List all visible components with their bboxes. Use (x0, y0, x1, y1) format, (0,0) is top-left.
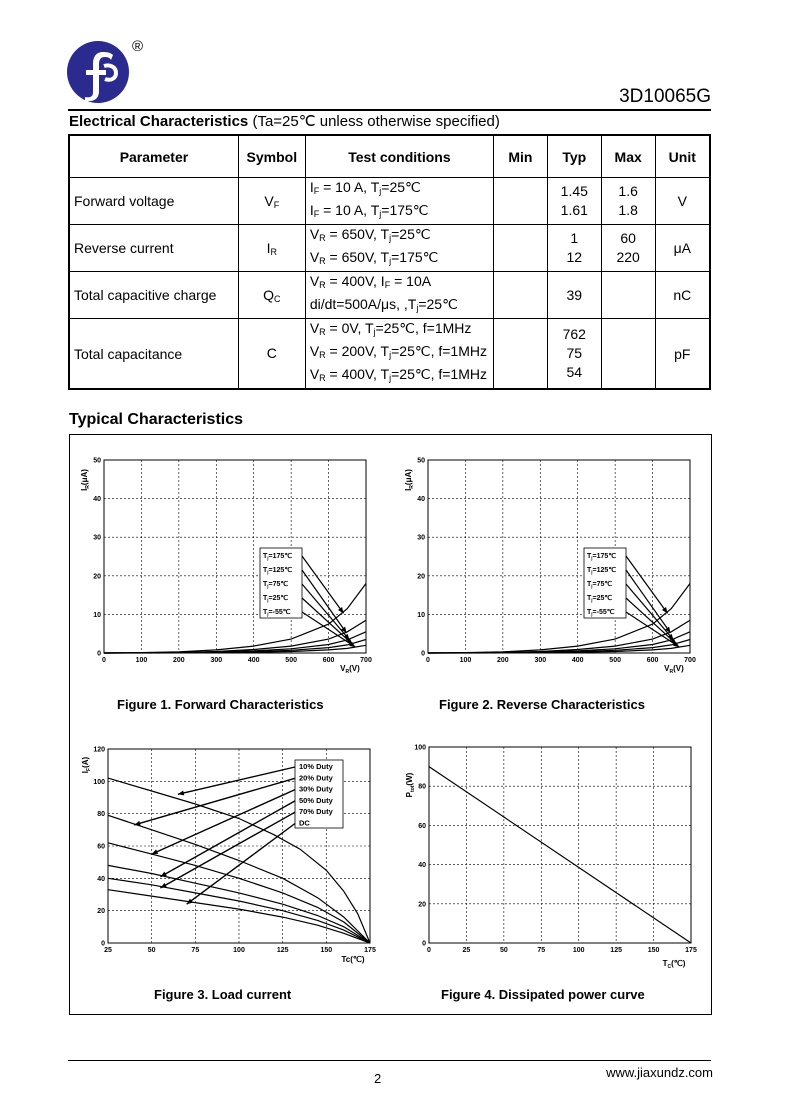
x-axis-label (663, 959, 686, 970)
electrical-table (68, 134, 711, 390)
max-value: 60 (620, 230, 636, 246)
cell-unit (655, 178, 710, 225)
legend-label: $T_j=75℃$ (587, 581, 613, 589)
cell-min (494, 225, 548, 272)
y-tick-label: 60 (418, 822, 426, 830)
arrow-head (134, 821, 140, 826)
y-tick-label: 20 (93, 573, 101, 581)
y-tick-label: 80 (97, 811, 105, 819)
cond-part: I (309, 202, 314, 218)
cond-sub: R (319, 327, 326, 337)
legend-label: 70% Duty (299, 807, 333, 817)
x-axis-label-sub: R (669, 669, 674, 675)
arrow-head (662, 607, 668, 613)
table-header-row (69, 135, 710, 178)
y-tick-label: 10 (417, 611, 425, 619)
condition-line (310, 248, 489, 271)
table-row (69, 319, 710, 390)
max-value: 1.8 (618, 202, 638, 218)
cond-part: I (309, 179, 314, 195)
x-tick-label: 25 (462, 947, 471, 954)
condition-line (310, 225, 489, 248)
y-tick-label: 40 (93, 496, 101, 504)
legend-label: $T_j=175℃$ (587, 553, 617, 561)
cond-sub: j (373, 327, 376, 337)
condition-line (310, 295, 489, 318)
y-tick-label: 40 (418, 862, 426, 870)
cond-sub: j (389, 233, 392, 243)
cell-max (601, 178, 655, 225)
x-tick-label: 175 (364, 947, 376, 954)
cond-sub: R (319, 233, 326, 243)
cell-min (494, 319, 548, 390)
x-axis-label-main: T (662, 959, 668, 968)
plot-frame (428, 460, 690, 653)
x-tick-label: 100 (572, 947, 585, 954)
cell-unit (655, 225, 710, 272)
cell-unit (655, 272, 710, 319)
cell-parameter (69, 272, 238, 319)
unit-text: nC (673, 287, 692, 303)
legend-label: $T_j=-55℃$ (587, 609, 615, 617)
y-axis-label-sub: R (409, 485, 415, 489)
arrow-head (665, 627, 671, 633)
x-tick-label: 100 (233, 947, 245, 954)
symbol-sub: C (274, 293, 281, 304)
cond-part: = 650V, T (325, 249, 390, 265)
arrow-head (341, 627, 347, 633)
legend-arrow (302, 570, 347, 633)
cond-part: = 10 A, T (319, 202, 380, 218)
cond-part: =25℃ (418, 296, 458, 312)
x-axis-label-sub: C (667, 964, 672, 970)
cond-sub: F (313, 186, 320, 196)
caption-fig3: Figure 3. Load current (154, 987, 292, 1002)
cell-typ (547, 178, 601, 225)
cond-sub: R (319, 350, 326, 360)
x-tick-label: 150 (320, 947, 333, 954)
series-line (429, 767, 691, 943)
x-axis-label-main: V (340, 664, 346, 673)
cond-sub: j (416, 303, 419, 313)
parameter-text: Forward voltage (74, 193, 175, 209)
typ-value: 12 (566, 249, 583, 265)
cond-sub: F (313, 209, 320, 219)
cond-sub: j (379, 186, 382, 196)
chart-dissipated-power (402, 740, 707, 975)
x-tick-label: 0 (427, 947, 431, 954)
x-tick-label: 300 (534, 657, 547, 664)
typ-value: 39 (566, 286, 583, 303)
electrical-title (69, 112, 500, 130)
cond-part: =25℃, f=1MHz (391, 366, 487, 382)
cell-unit (655, 319, 710, 390)
x-tick-label: 50 (147, 947, 156, 954)
y-tick-label: 20 (97, 908, 105, 916)
x-tick-label: 600 (322, 657, 335, 664)
cell-typ (547, 272, 601, 319)
y-tick-label: 40 (97, 875, 105, 883)
legend-label: DC (299, 818, 310, 828)
unit-text: V (677, 193, 687, 209)
legend-arrow (160, 812, 295, 888)
cond-sub: j (389, 373, 392, 383)
x-tick-label: 75 (191, 947, 200, 954)
legend-label: $T_j=125℃$ (263, 567, 293, 575)
symbol-text: Q (263, 286, 275, 303)
cond-part: di/dt=500A/μs, ,T (309, 296, 417, 312)
legend-label: 20% Duty (299, 773, 333, 783)
cond-part: = 10 A, T (319, 179, 380, 195)
x-axis-label (341, 955, 364, 964)
y-axis-label-unit: (μA) (80, 469, 89, 486)
legend-arrow (626, 570, 671, 633)
y-axis-label (80, 469, 91, 491)
cond-part: = 400V, T (325, 366, 390, 382)
y-axis-label-main: P (405, 791, 414, 798)
symbol-sub: R (270, 246, 278, 257)
cond-part: =25℃ (391, 226, 431, 242)
cond-sub: R (319, 256, 326, 266)
cond-part: = 400V, I (325, 273, 385, 289)
caption-fig4: Figure 4. Dissipated power curve (441, 987, 645, 1002)
typ-value: 1.45 (560, 183, 588, 199)
x-tick-label: 0 (426, 657, 430, 664)
cell-conditions (305, 178, 493, 225)
y-tick-label: 120 (93, 746, 105, 754)
condition-line (310, 272, 489, 295)
y-tick-label: 10 (93, 611, 101, 619)
condition-line (310, 319, 489, 342)
x-tick-label: 175 (685, 947, 697, 954)
x-axis-label-main: Tc (341, 955, 351, 964)
x-axis-label-unit: (℃) (350, 955, 365, 964)
plot-frame (104, 460, 366, 653)
y-axis-label-main: I (404, 488, 413, 491)
legend-label: $T_j=25℃$ (263, 595, 289, 603)
cond-sub: j (389, 256, 392, 266)
cond-part: =25℃, f=1MHz (391, 343, 487, 359)
cell-conditions (305, 319, 493, 390)
unit-text: pF (674, 345, 691, 362)
y-tick-label: 80 (418, 783, 426, 791)
cell-symbol (238, 272, 305, 319)
y-tick-label: 40 (417, 496, 425, 504)
x-tick-label: 125 (276, 947, 289, 954)
x-tick-label: 0 (102, 657, 106, 664)
cell-symbol (238, 319, 305, 390)
y-tick-label: 0 (97, 650, 101, 658)
y-axis-label-main: I (81, 770, 90, 774)
x-axis-label-main: V (664, 664, 670, 673)
symbol-text: V (264, 192, 274, 209)
y-tick-label: 30 (417, 534, 425, 542)
y-axis-label-unit: (μA) (404, 469, 413, 486)
x-tick-label: 200 (173, 657, 185, 664)
legend-arrow (302, 556, 344, 613)
x-tick-label: 600 (646, 657, 659, 664)
cond-part: =25℃ (381, 179, 421, 195)
cond-sub: R (319, 280, 326, 290)
y-axis-label (81, 756, 92, 773)
y-tick-label: 20 (417, 573, 425, 581)
x-tick-label: 500 (285, 657, 297, 664)
cell-symbol (238, 225, 305, 272)
cell-typ (547, 319, 601, 390)
y-tick-label: 20 (418, 901, 426, 909)
x-tick-label: 400 (247, 657, 260, 664)
cond-part: = 0V, T (325, 320, 374, 336)
condition-line (310, 201, 489, 224)
y-tick-label: 50 (417, 457, 425, 465)
cond-sub: j (379, 209, 382, 219)
cell-parameter (69, 319, 238, 390)
typ-value: 75 (566, 345, 583, 361)
cond-part: =175℃ (391, 249, 439, 265)
header-rule (68, 109, 711, 111)
legend-label: $T_j=25℃$ (587, 595, 613, 603)
legend-label: 10% Duty (299, 762, 333, 771)
cell-max (601, 225, 655, 272)
cell-max (601, 319, 655, 390)
legend-label: 30% Duty (299, 784, 333, 794)
x-axis-label-unit: (V) (673, 664, 684, 673)
legend-label: $T_j=-55℃$ (263, 609, 291, 617)
cond-part: =175℃ (381, 202, 429, 218)
y-tick-label: 50 (93, 457, 101, 465)
legend-arrow (178, 767, 295, 794)
cond-part: V (309, 273, 320, 289)
table-row (69, 225, 710, 272)
x-tick-label: 400 (571, 657, 584, 664)
series-line (104, 584, 366, 654)
page-number: 2 (374, 1071, 382, 1086)
x-axis-label-unit: (℃) (671, 959, 686, 968)
table-row (69, 272, 710, 319)
cond-part: V (309, 249, 320, 265)
x-tick-label: 150 (647, 947, 660, 954)
x-tick-label: 100 (459, 657, 472, 664)
typ-value: 54 (566, 364, 583, 380)
x-axis-label (340, 664, 360, 675)
symbol-sub: F (273, 199, 280, 210)
y-axis-label-sub: F (86, 767, 92, 771)
website: www.jiaxundz.com (606, 1065, 713, 1080)
y-tick-label: 0 (101, 940, 105, 948)
parameter-text: Reverse current (74, 240, 174, 256)
max-value: 1.6 (618, 183, 638, 199)
cond-part: =25℃, f=1MHz (375, 320, 472, 336)
cond-part: V (309, 343, 320, 359)
electrical-title-bold: Electrical Characteristics (69, 113, 249, 130)
cell-parameter (69, 178, 238, 225)
legend-label: $T_j=75℃$ (263, 581, 289, 589)
y-axis-label-sub: R (85, 485, 91, 489)
caption-fig2: Figure 2. Reverse Characteristics (439, 697, 645, 712)
part-number: 3D10065G (619, 86, 711, 107)
col-header: Min (494, 135, 548, 178)
condition-line (310, 342, 489, 365)
cell-max (601, 272, 655, 319)
cell-conditions (305, 272, 493, 319)
col-header: Typ (547, 135, 601, 178)
legend-label: $T_j=175℃$ (263, 553, 293, 561)
y-axis-label (405, 772, 416, 797)
typical-title: Typical Characteristics (69, 411, 244, 428)
cond-part: V (309, 366, 320, 382)
x-tick-label: 100 (135, 657, 148, 664)
symbol-text: I (266, 239, 271, 256)
cond-part: V (309, 226, 320, 242)
y-axis-label-unit: (A) (81, 756, 90, 768)
cond-part: V (309, 320, 320, 336)
x-tick-label: 75 (537, 947, 546, 954)
chart-forward-characteristics (78, 452, 383, 682)
cell-typ (547, 225, 601, 272)
col-header: Test conditions (305, 135, 493, 178)
col-header: Parameter (69, 135, 238, 178)
company-logo (66, 40, 130, 104)
y-axis-label-unit: (W) (405, 772, 414, 786)
chart-load-current (78, 740, 383, 975)
condition-line (310, 178, 489, 201)
registered-mark: ® (132, 38, 144, 55)
unit-text: μA (673, 240, 691, 256)
y-axis-label (404, 469, 415, 491)
electrical-title-note: (Ta=25℃ unless otherwise specified) (252, 113, 500, 130)
y-tick-label: 0 (422, 940, 426, 948)
y-tick-label: 100 (93, 778, 105, 786)
footer-rule (68, 1060, 711, 1061)
x-tick-label: 125 (610, 947, 622, 954)
cell-conditions (305, 225, 493, 272)
x-tick-label: 300 (210, 657, 223, 664)
cond-part: = 200V, T (325, 343, 390, 359)
x-axis-label-unit: (V) (349, 664, 360, 673)
x-tick-label: 700 (360, 657, 372, 664)
table-row (69, 178, 710, 225)
parameter-text: Total capacitance (74, 345, 183, 362)
symbol-text: C (266, 345, 277, 361)
x-axis-label (664, 664, 684, 675)
y-tick-label: 30 (93, 534, 101, 542)
chart-reverse-characteristics (402, 452, 707, 682)
legend-arrow (626, 556, 668, 613)
arrow-head (338, 607, 344, 613)
max-value: 220 (616, 249, 640, 265)
legend-label: $T_j=125℃$ (587, 567, 617, 575)
x-tick-label: 50 (499, 947, 508, 954)
parameter-text: Total capacitive charge (74, 287, 217, 303)
cell-min (494, 178, 548, 225)
y-tick-label: 100 (414, 744, 426, 752)
plot-frame (429, 747, 691, 943)
col-header: Symbol (238, 135, 305, 178)
cond-part: = 650V, T (325, 226, 390, 242)
cond-sub: j (389, 350, 392, 360)
typ-value: 1.61 (560, 202, 588, 218)
series-line (428, 584, 690, 654)
y-axis-label-sub: tot (410, 785, 416, 792)
col-header: Unit (655, 135, 710, 178)
cell-symbol (238, 178, 305, 225)
legend-label: 50% Duty (299, 795, 333, 805)
x-tick-label: 200 (497, 657, 509, 664)
x-tick-label: 500 (609, 657, 621, 664)
y-axis-label-main: I (80, 488, 89, 491)
y-tick-label: 0 (421, 650, 425, 658)
cond-sub: R (319, 373, 326, 383)
cell-min (494, 272, 548, 319)
cond-sub: F (384, 280, 391, 290)
caption-fig1: Figure 1. Forward Characteristics (117, 697, 324, 712)
x-tick-label: 25 (104, 947, 112, 954)
x-axis-label-sub: R (345, 669, 350, 675)
condition-line (310, 365, 489, 388)
typ-value: 1 (570, 230, 579, 246)
typ-value: 762 (562, 326, 586, 342)
cell-parameter (69, 225, 238, 272)
x-tick-label: 700 (684, 657, 696, 664)
y-tick-label: 60 (97, 843, 105, 851)
col-header: Max (601, 135, 655, 178)
cond-part: = 10A (390, 273, 432, 289)
